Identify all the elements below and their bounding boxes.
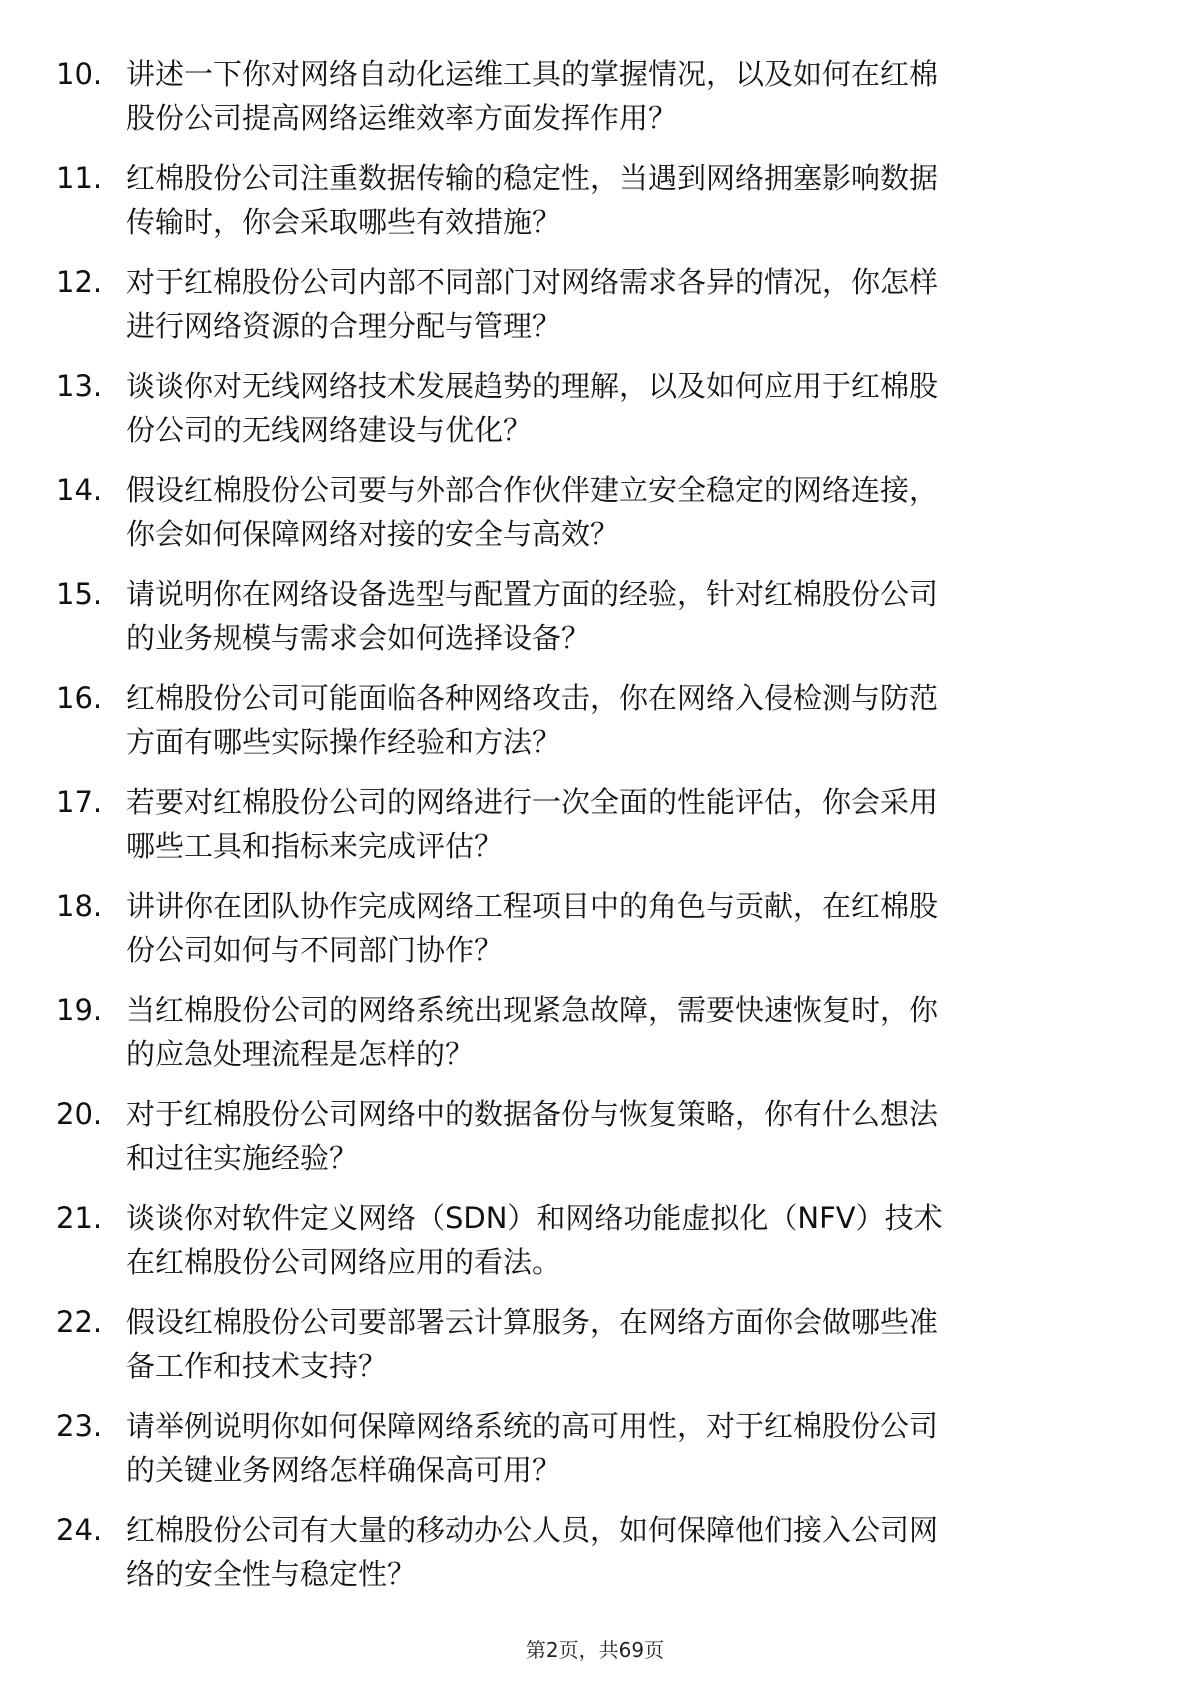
question-item	[0, 468, 1190, 572]
question-line: 红棉股份公司可能面临各种网络攻击，你在网络入侵检测与防范	[126, 681, 939, 715]
question-line: 和过往实施经验？	[126, 1141, 359, 1175]
question-text	[126, 988, 1126, 1076]
question-text	[126, 156, 1126, 244]
question-number: 21.	[56, 1201, 103, 1235]
question-line: 的关键业务网络怎样确保高可用？	[126, 1453, 562, 1487]
question-line: 的应急处理流程是怎样的？	[126, 1037, 475, 1071]
question-number: 12.	[56, 265, 103, 299]
question-item	[0, 260, 1190, 364]
question-line: 假设红棉股份公司要部署云计算服务，在网络方面你会做哪些准	[126, 1305, 939, 1339]
question-line: 你会如何保障网络对接的安全与高效？	[126, 517, 620, 551]
question-line: 份公司的无线网络建设与优化？	[126, 413, 533, 447]
question-number: 22.	[56, 1305, 103, 1339]
question-text	[126, 884, 1126, 972]
question-item	[0, 156, 1190, 260]
question-number: 13.	[56, 369, 103, 403]
question-line: 谈谈你对软件定义网络（SDN）和网络功能虚拟化（NFV）技术	[126, 1201, 943, 1235]
question-number: 23.	[56, 1409, 103, 1443]
question-text	[126, 1508, 1126, 1596]
question-line: 在红棉股份公司网络应用的看法。	[126, 1245, 562, 1279]
question-text	[126, 260, 1126, 348]
question-item	[0, 1300, 1190, 1404]
question-item	[0, 780, 1190, 884]
question-text	[126, 52, 1126, 140]
question-number: 10.	[56, 57, 103, 91]
question-line: 假设红棉股份公司要与外部合作伙伴建立安全稳定的网络连接，	[126, 473, 939, 507]
question-line: 络的安全性与稳定性？	[126, 1557, 417, 1591]
question-number: 15.	[56, 577, 103, 611]
question-line: 请举例说明你如何保障网络系统的高可用性，对于红棉股份公司	[126, 1409, 939, 1443]
question-line: 份公司如何与不同部门协作？	[126, 933, 504, 967]
question-list	[0, 52, 1190, 1612]
question-item	[0, 364, 1190, 468]
question-text	[126, 780, 1126, 868]
question-item	[0, 1404, 1190, 1508]
question-item	[0, 676, 1190, 780]
question-text	[126, 468, 1126, 556]
page-footer: 第2页，共69页	[525, 1638, 665, 1662]
question-text	[126, 1092, 1126, 1180]
question-line: 股份公司提高网络运维效率方面发挥作用？	[126, 101, 678, 135]
question-number: 16.	[56, 681, 103, 715]
question-item	[0, 884, 1190, 988]
question-number: 20.	[56, 1097, 103, 1131]
question-line: 讲讲你在团队协作完成网络工程项目中的角色与贡献，在红棉股	[126, 889, 939, 923]
question-line: 备工作和技术支持？	[126, 1349, 388, 1383]
question-text	[126, 364, 1126, 452]
question-line: 当红棉股份公司的网络系统出现紧急故障，需要快速恢复时，你	[126, 993, 939, 1027]
question-line: 谈谈你对无线网络技术发展趋势的理解，以及如何应用于红棉股	[126, 369, 939, 403]
question-number: 24.	[56, 1513, 103, 1547]
question-line: 红棉股份公司有大量的移动办公人员，如何保障他们接入公司网	[126, 1513, 939, 1547]
question-item	[0, 1196, 1190, 1300]
question-line: 对于红棉股份公司网络中的数据备份与恢复策略，你有什么想法	[126, 1097, 939, 1131]
question-item	[0, 988, 1190, 1092]
question-text	[126, 572, 1126, 660]
question-text	[126, 1300, 1126, 1388]
question-text	[126, 1196, 1126, 1284]
question-line: 哪些工具和指标来完成评估？	[126, 829, 504, 863]
question-line: 对于红棉股份公司内部不同部门对网络需求各异的情况，你怎样	[126, 265, 939, 299]
question-number: 17.	[56, 785, 103, 819]
question-line: 进行网络资源的合理分配与管理？	[126, 309, 562, 343]
question-item	[0, 52, 1190, 156]
question-line: 讲述一下你对网络自动化运维工具的掌握情况，以及如何在红棉	[126, 57, 939, 91]
question-item	[0, 1508, 1190, 1612]
question-line: 红棉股份公司注重数据传输的稳定性，当遇到网络拥塞影响数据	[126, 161, 939, 195]
question-line: 请说明你在网络设备选型与配置方面的经验，针对红棉股份公司	[126, 577, 939, 611]
question-line: 若要对红棉股份公司的网络进行一次全面的性能评估，你会采用	[126, 785, 939, 819]
question-number: 19.	[56, 993, 103, 1027]
question-text	[126, 676, 1126, 764]
question-item	[0, 1092, 1190, 1196]
question-line: 的业务规模与需求会如何选择设备？	[126, 621, 591, 655]
question-line: 方面有哪些实际操作经验和方法？	[126, 725, 562, 759]
question-number: 14.	[56, 473, 103, 507]
question-text	[126, 1404, 1126, 1492]
question-item	[0, 572, 1190, 676]
question-line: 传输时，你会采取哪些有效措施？	[126, 205, 562, 239]
question-number: 11.	[56, 161, 103, 195]
question-number: 18.	[56, 889, 103, 923]
